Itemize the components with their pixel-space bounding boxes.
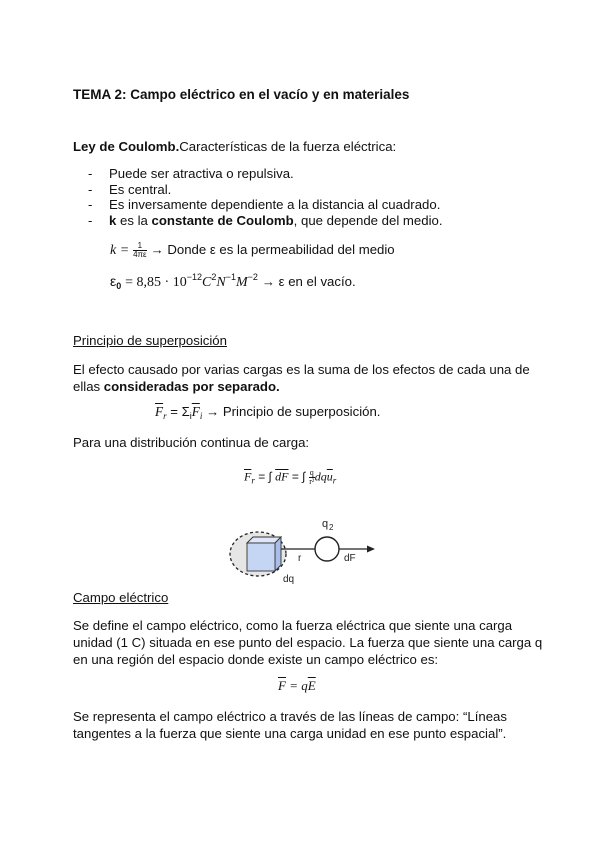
coulomb-heading: Ley de Coulomb. <box>73 139 180 154</box>
exponent: −12 <box>186 272 202 282</box>
r-label: r <box>298 553 302 564</box>
k-symbol: k <box>109 213 117 229</box>
fraction-numerator: q <box>309 468 314 477</box>
field-vector: $\overline{E}$ <box>307 678 316 693</box>
field-lines-paragraph: Se representa el campo eléctrico a través de las líneas de campo: “Líneas tangentes a la fuerza que siente una carga unidad en ese punto espacial”. <box>73 709 507 742</box>
sum-symbol: = Σ <box>166 404 190 419</box>
q-subscript: 2 <box>329 523 334 532</box>
formula1-rhs: → Donde ε es la permeabilidad del medio <box>150 242 395 257</box>
sum-index: i <box>189 411 192 421</box>
field-formula <box>278 678 316 694</box>
unit-vector: $\overline{u}$ <box>326 469 333 484</box>
force-total: $\overline{F}$ <box>155 404 164 419</box>
fraction-denominator: 4πε <box>133 249 147 259</box>
coulomb-heading-line <box>73 139 396 154</box>
force-i: $\overline{F}$ <box>191 404 200 419</box>
force-total: $\overline{F}$ <box>244 469 252 484</box>
equals-q: = q <box>285 678 308 693</box>
superposition-heading: Principio de superposición <box>73 333 227 348</box>
unit-m-exp: −2 <box>247 272 258 282</box>
charge-distribution-diagram <box>225 513 385 585</box>
dq-term: dq <box>314 469 327 484</box>
list-item <box>88 213 443 229</box>
continuous-distribution-text: Para una distribución continua de carga: <box>73 435 310 450</box>
cube-side <box>275 537 281 571</box>
force-vector: $\overline{F}$ <box>278 678 286 693</box>
list-item: - Es central. <box>88 182 443 198</box>
coulomb-bullet-list <box>88 166 443 229</box>
unit-vector-sub: r <box>332 475 337 486</box>
q-label: q <box>322 518 329 530</box>
coulomb-intro: Características de la fuerza eléctrica: <box>179 139 397 154</box>
superposition-formula <box>155 404 380 421</box>
df-term: $\overline{dF}$ <box>275 469 289 484</box>
cube-front <box>247 543 275 571</box>
field-heading: Campo eléctrico <box>73 590 169 605</box>
vacuum-permittivity-formula <box>110 272 356 291</box>
field-paragraph: Se define el campo eléctrico, como la fuerza eléctrica que siente una carga unidad (1 C) situada en ese punto del espacio. La fuerza que siente una carga q en una región del espacio donde existe un campo eléctrico es: <box>73 618 543 668</box>
superposition-paragraph <box>73 361 543 395</box>
coulomb-constant-formula <box>110 241 395 259</box>
k-lhs: k = <box>110 243 130 258</box>
page-title: TEMA 2: Campo eléctrico en el vacío y en materiales <box>73 87 410 102</box>
permittivity-value: = 8,85 · 10 <box>125 275 187 290</box>
bullet4-end: , que depende del medio. <box>293 213 443 229</box>
formula2-rhs: → ε en el vacío. <box>261 274 356 289</box>
force-i-sub: i <box>199 411 203 421</box>
unit-n-exp: −1 <box>225 272 236 282</box>
charge-q2-circle <box>315 537 339 561</box>
unit-c: C <box>202 275 212 290</box>
force-total-sub: r <box>251 475 255 486</box>
bullet4-mid: es la <box>116 213 152 229</box>
unit-m: M <box>235 275 248 290</box>
dq-label: dq <box>283 574 295 585</box>
epsilon-subscript: 0 <box>116 281 122 291</box>
unit-c-exp: 2 <box>211 272 217 282</box>
fraction <box>133 242 147 259</box>
unit-n: N <box>216 275 226 290</box>
force-total-sub: r <box>163 411 167 421</box>
integral-1: = ∫ <box>254 469 276 484</box>
list-item: - Es inversamente dependiente a la distancia al cuadrado. <box>88 197 443 213</box>
epsilon-symbol: ε <box>110 273 117 289</box>
force-arrowhead <box>367 546 375 553</box>
fraction-denominator: r² <box>309 477 315 486</box>
list-item: - Puede ser atractiva o repulsiva. <box>88 166 443 182</box>
fraction-numerator: 1 <box>133 242 147 251</box>
integral-2: = ∫ <box>288 469 309 484</box>
superposition-formula-rhs: → Principio de superposición. <box>206 404 381 419</box>
df-label: dF <box>344 553 356 564</box>
continuous-formula <box>244 469 336 486</box>
superposition-bold-text: consideradas por separado. <box>103 379 280 394</box>
coulomb-constant-label: constante de Coulomb <box>151 213 294 229</box>
superposition-text: El efecto causado por varias cargas es la suma de los efectos de cada una de ellas <box>73 362 530 394</box>
